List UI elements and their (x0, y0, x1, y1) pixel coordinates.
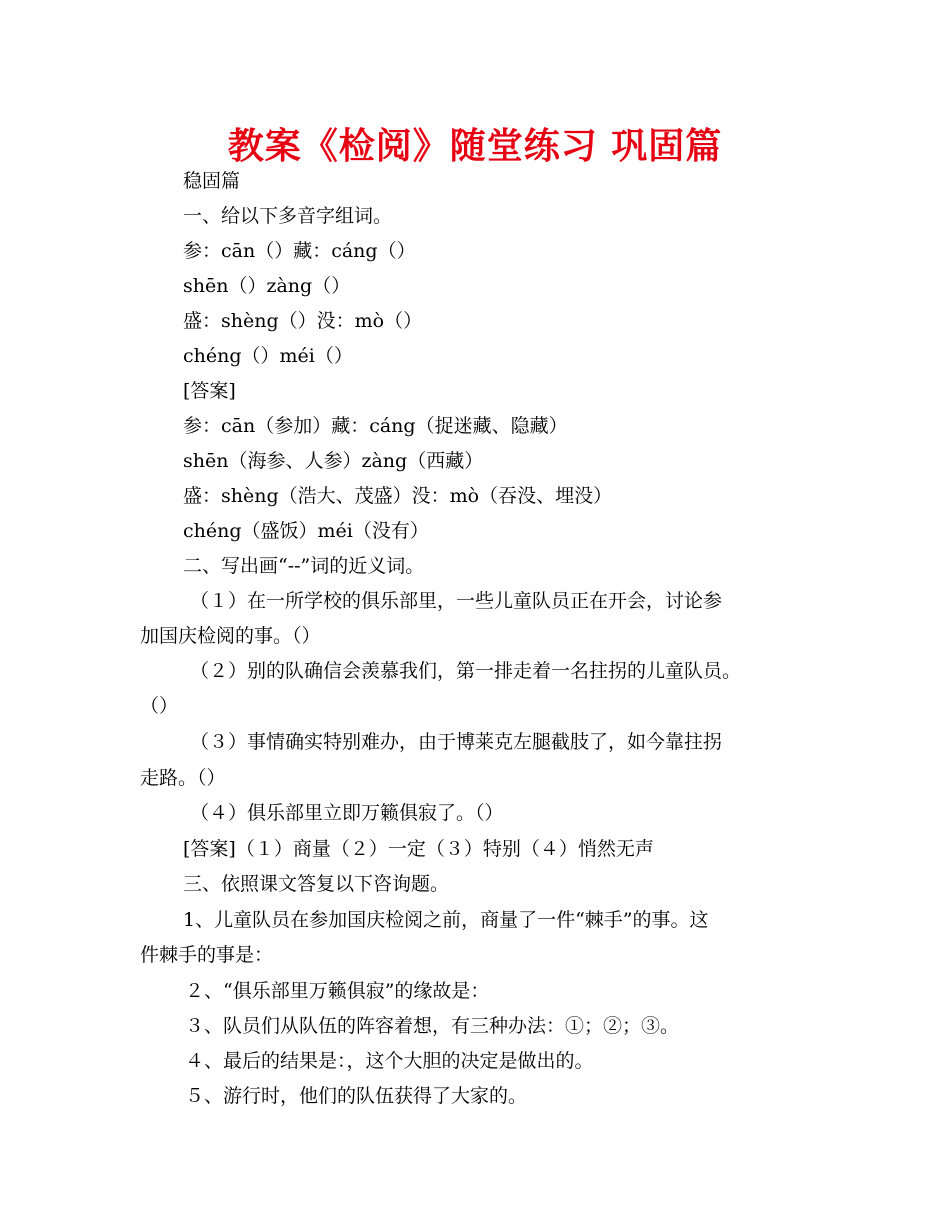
question-line: shēn（）zàng（） (183, 275, 351, 297)
question-line: 加国庆检阅的事。（） (140, 625, 321, 647)
answer-line: chéng（盛饭）méi（没有） (183, 520, 429, 542)
document-title: 教案《检阅》随堂练习 巩固篇 (227, 126, 723, 167)
answer-line: shēn（海参、人参）zàng（西藏） (183, 450, 484, 472)
question-line: 件棘手的事是： (140, 944, 274, 966)
question-line: （１）在一所学校的俱乐部里，一些儿童队员正在开会，讨论参 (190, 590, 723, 612)
question-line: 参：cān（）藏：cáng（） (183, 240, 416, 262)
question-line: 盛：shèng（）没：mò（） (183, 310, 423, 332)
question-line: ３、队员们从队伍的阵容着想，有三种办法：①；②；③。 (185, 1015, 680, 1037)
answer-label: [答案] (183, 380, 236, 402)
question-line: 走路。（） (140, 767, 226, 789)
answer-line: 盛：shèng（浩大、茂盛）没：mò（吞没、埋没） (183, 485, 613, 507)
question-line: ４、最后的结果是：，这个大胆的决定是做出的。 (185, 1050, 594, 1072)
question-line: （２）别的队确信会羡慕我们，第一排走着一名拄拐的儿童队员。 (190, 660, 742, 682)
question-line: 1、儿童队员在参加国庆检阅之前，商量了一件“棘手”的事。这 (183, 909, 709, 931)
answer-line: 参：cān（参加）藏：cáng（捉迷藏、隐藏） (183, 415, 568, 437)
question-heading: 二、写出画“--”词的近义词。 (183, 555, 425, 577)
question-heading: 一、给以下多音字组词。 (183, 205, 393, 227)
question-line: chéng（）méi（） (183, 345, 353, 367)
question-heading: 三、依照课文答复以下咨询题。 (183, 873, 450, 895)
answer-line: [答案]（１）商量（２）一定（３）特别（４）悄然无声 (183, 838, 654, 860)
question-line: （３）事情确实特别难办，由于博莱克左腿截肢了，如今靠拄拐 (190, 731, 723, 753)
question-line: ２、“俱乐部里万籁俱寂”的缘故是： (185, 980, 490, 1002)
question-line: （） (140, 695, 179, 717)
question-line: ５、游行时，他们的队伍获得了大家的。 (185, 1085, 528, 1107)
question-line: （４）俱乐部里立即万籁俱寂了。（） (190, 802, 504, 824)
section-heading: 稳固篇 (183, 170, 241, 192)
